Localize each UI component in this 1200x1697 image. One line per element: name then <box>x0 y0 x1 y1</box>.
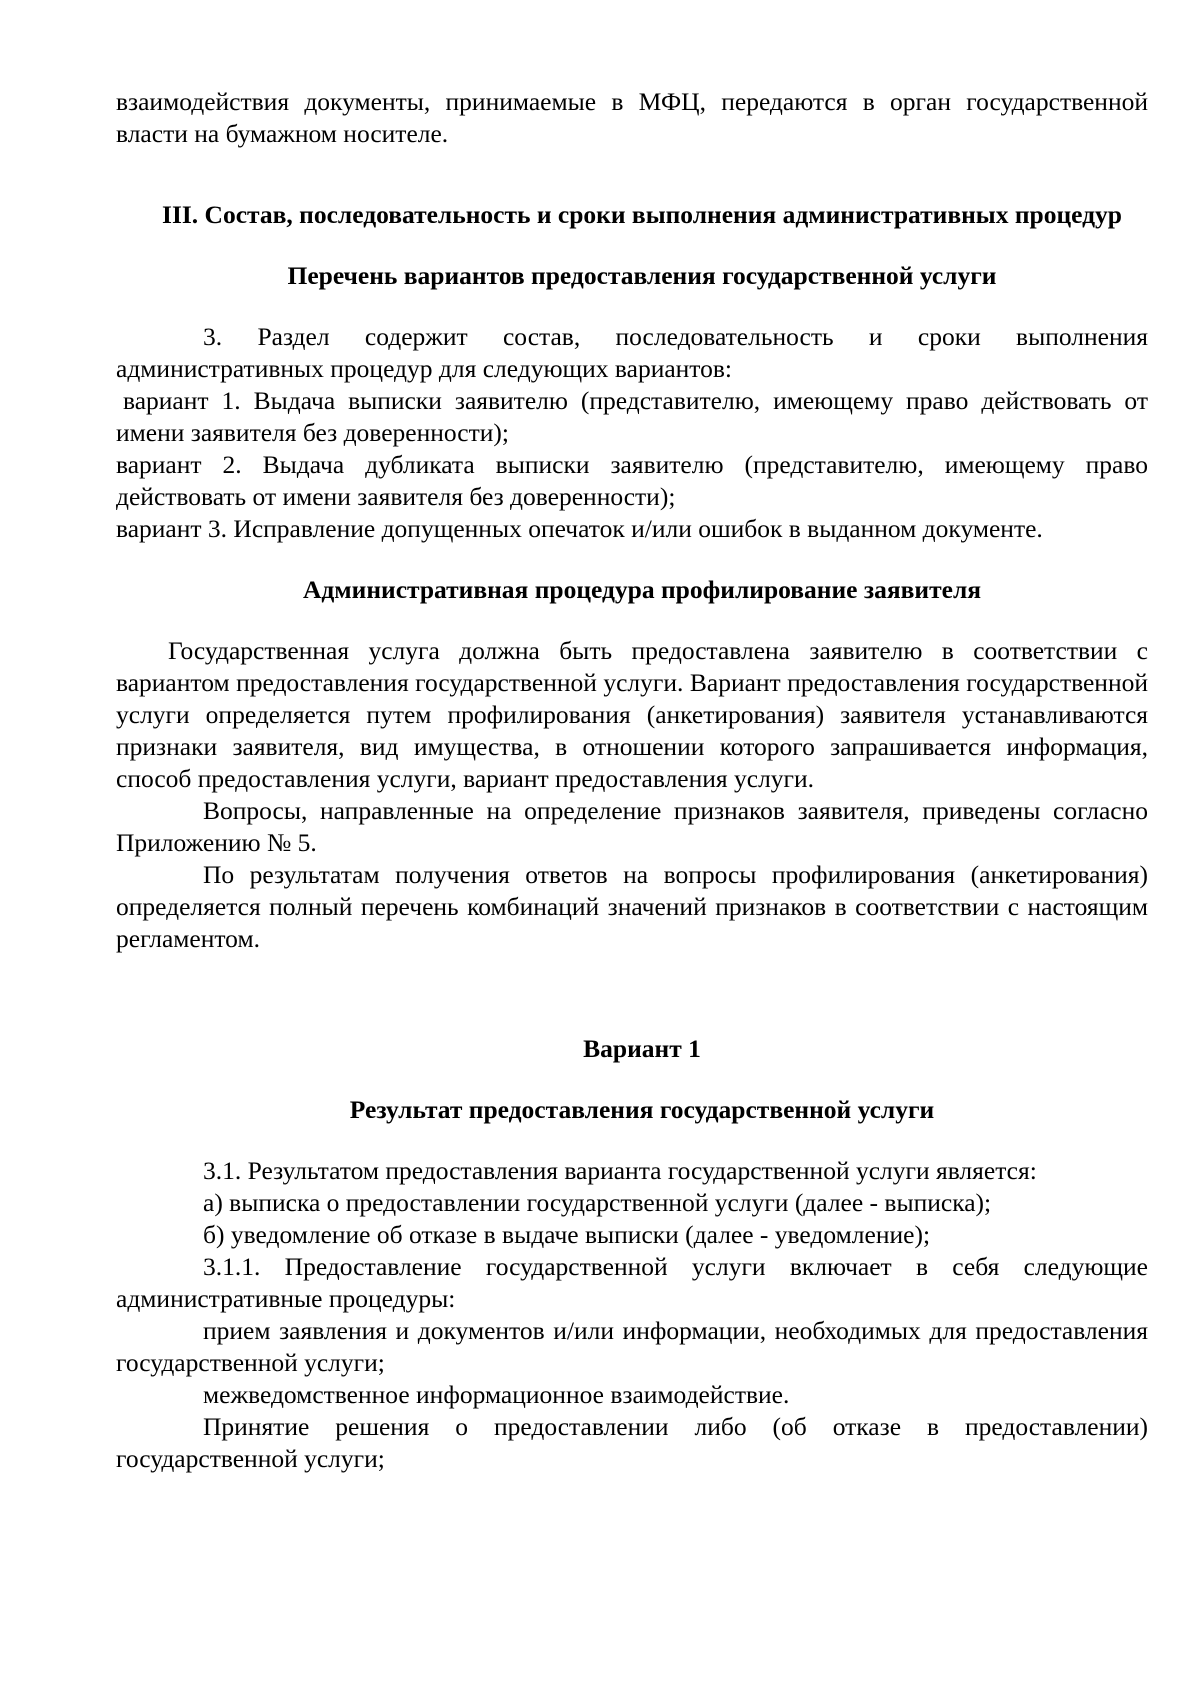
paragraph-profiling-3: По результатам получения ответов на вопросы профилирования (анкетирования) определяется полный перечень комбинаций значений признаков в соответствии с настоящим регламентом. <box>116 860 1148 953</box>
variant-3-item: вариант 3. Исправление допущенных опечаток и/или ошибок в выданном документе. <box>116 514 1043 543</box>
paragraph-section-contains: 3. Раздел содержит состав, последовательность и сроки выполнения административных процедур для следующих вариантов: <box>116 322 1148 383</box>
paragraph-profiling-2: Вопросы, направленные на определение признаков заявителя, приведены согласно Приложению № 5. <box>116 796 1148 857</box>
result-heading: Результат предоставления государственной услуги <box>349 1095 935 1124</box>
subsection-profiling-title: Административная процедура профилирование заявителя <box>302 575 982 604</box>
paragraph-3-1-a: а) выписка о предоставлении государственной услуги (далее - выписка); <box>203 1188 992 1217</box>
paragraph-3-1: 3.1. Результатом предоставления варианта государственной услуги является: <box>203 1156 1037 1185</box>
paragraph-reception: прием заявления и документов и/или информации, необходимых для предоставления государственной услуги; <box>116 1316 1148 1377</box>
paragraph-decision: Принятие решения о предоставлении либо (об отказе в предоставлении) государственной услуги; <box>116 1412 1148 1473</box>
paragraph-profiling-1: Государственная услуга должна быть предоставлена заявителю в соответствии с вариантом предоставления государственной услуги. Вариант предоставления государственной услуги определяется путем профилирования (анкетирования) заявителя устанавливаются признаки заявителя, вид имущества, в отношении которого запрашивается информация, способ предоставления услуги, вариант предоставления услуги. <box>116 636 1148 793</box>
variant-1-heading: Вариант 1 <box>583 1034 701 1063</box>
section-title: III. Состав, последовательность и сроки выполнения административных процедур <box>162 200 1122 229</box>
subsection-variants-title: Перечень вариантов предоставления государственной услуги <box>287 261 997 290</box>
paragraph-3-1-b: б) уведомление об отказе в выдаче выписки (далее - уведомление); <box>203 1220 931 1249</box>
intro-paragraph: взаимодействия документы, принимаемые в МФЦ, передаются в орган государственной власти на бумажном носителе. <box>116 87 1148 148</box>
document-page <box>116 86 1148 1475</box>
variant-1-item: вариант 1. Выдача выписки заявителю (представителю, имеющему право действовать от имени заявителя без доверенности); <box>116 386 1148 447</box>
variant-2-item: вариант 2. Выдача дубликата выписки заявителю (представителю, имеющему право действовать от имени заявителя без доверенности); <box>116 450 1148 511</box>
paragraph-3-1-1: 3.1.1. Предоставление государственной услуги включает в себя следующие административные процедуры: <box>116 1252 1148 1313</box>
paragraph-interagency: межведомственное информационное взаимодействие. <box>203 1380 790 1409</box>
